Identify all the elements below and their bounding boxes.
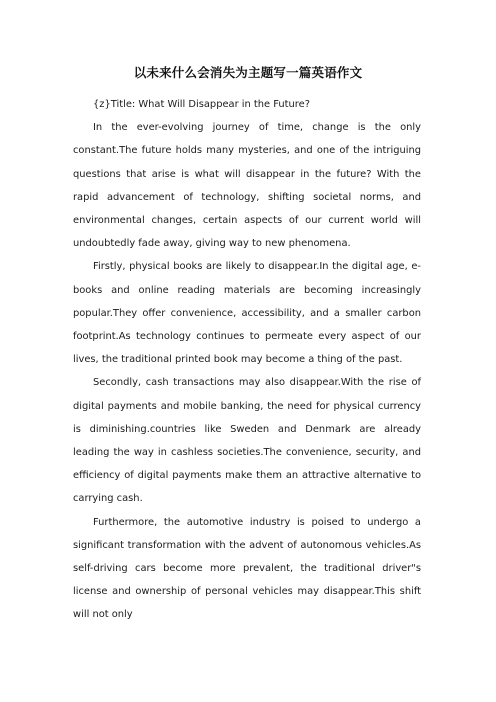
paragraph-intro: In the ever-evolving journey of time, change is the only constant.The future holds many mysteries, and one of the intriguing questions that arise is what will disappear in the future? With the rapid advancement of technology, shifting societal norms, and environmental changes, certain aspects of our current world will undoubtedly fade away, giving way to new phenomena. xyxy=(73,122,421,250)
paragraph-vehicles: Furthermore, the automotive industry is poised to undergo a significant transformation with the advent of autonomous vehicles.As self-driving cars become more prevalent, the traditional driver"s license and ownership of personal vehicles may disappear.This shift will not only xyxy=(73,516,421,621)
document-title: 以未来什么会消失为主题写一篇英语作文 xyxy=(133,65,363,80)
paragraph-books: Firstly, physical books are likely to disappear.In the digital age, e-books and online reading materials are becoming increasingly popular.They offer convenience, accessibility, and a smaller carbon footprint.As technology continues to permeate every aspect of our lives, the traditional printed book may become a thing of the past. xyxy=(73,261,421,366)
document-body xyxy=(73,93,421,627)
paragraph-cash: Secondly, cash transactions may also disappear.With the rise of digital payments and mobile banking, the need for physical currency is diminishing.countries like Sweden and Denmark are already leading the way in cashless societies.The convenience, security, and efficiency of digital payments make them an attractive alternative to carrying cash. xyxy=(73,377,421,505)
essay-title-line: {z}Title: What Will Disappear in the Future? xyxy=(93,99,310,110)
